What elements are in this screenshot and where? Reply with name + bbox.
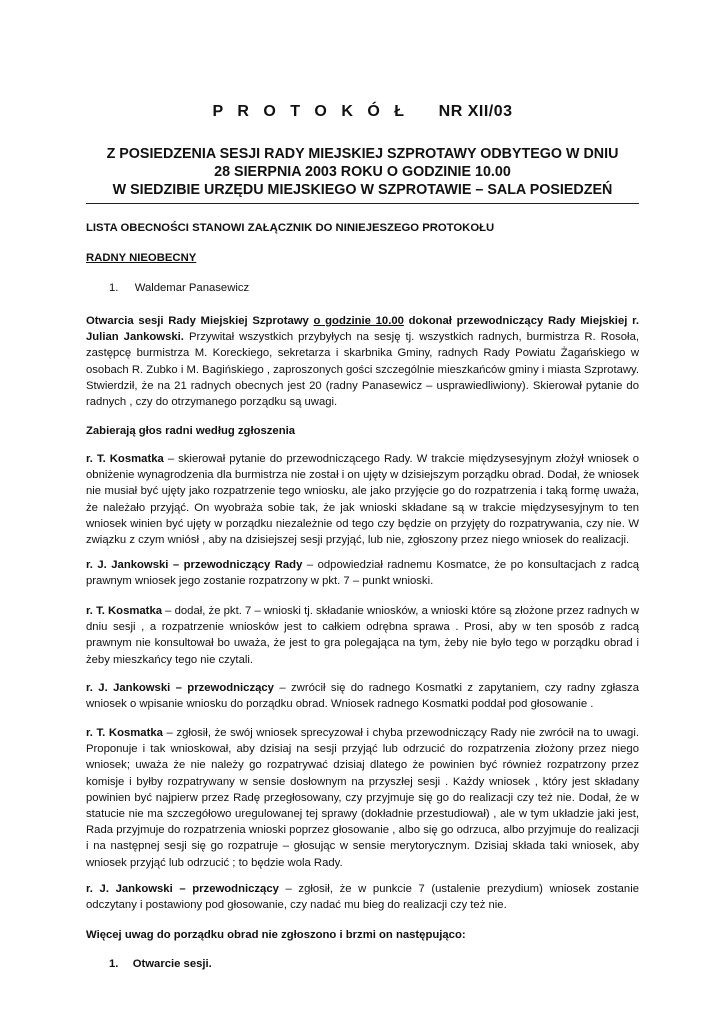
agenda-item-label: Otwarcie sesji. (132, 958, 212, 970)
opening-lead-time: o godzinie 10.00 (313, 315, 404, 327)
document-page (86, 0, 639, 1024)
statement-speaker: r. J. Jankowski – przewodniczący Rady (86, 559, 303, 571)
speakers-heading: Zabierają głos radni według zgłoszenia (86, 425, 296, 437)
statement-text: – zgłosił, że swój wniosek sprecyzował i chyba przewodniczący Rady nie zwrócił na to uwagi. Proponuje i tak wnioskował, aby dzisiaj na sesji przyjąć lub odrzucić do rozpatrzenia złożony przez niego wniosek; uważa że nie należy go rozpatrywać dzisiaj dlatego że powinien być również rozpatrzony przez komisje i byłby rozpatrywany w sensie dosłownym na przyszłej sesji . Każdy wniosek , który jest składany powinien być najpierw przez Radę przegłosowany, czy przyjmuje się go do realizacji czy też nie. Dodał, że w statucie nie ma szczegółowo uregulowanej tej sprawy (dokładnie przestudiował) , ale w tym układzie jaki jest, Rada przyjmuje do rozpatrzenia wnioski poprzez głosowanie , albo się go odrzuca, albo przyjmuje do realizacji i na następnej sesji się go rozpatruje – głosując w sensie merytorycznym. Dzisiaj składa taki wniosek, aby wniosek przyjąć lub odrzucić ; to będzie wola Rady. (86, 727, 639, 869)
absent-item-number: 1. (109, 282, 119, 294)
statement-paragraph (86, 451, 639, 548)
opening-paragraph (86, 313, 639, 410)
header-divider (86, 203, 639, 204)
protocol-title (86, 103, 639, 121)
statement-text: – zwrócił się do radnego Kosmatki z zapytaniem, czy radny zgłasza wniosek o wpisanie wniosku do porządku obrad. Wniosek radnego Kosmatki poddał pod głosowanie . (86, 682, 639, 711)
agenda-item (109, 958, 212, 970)
subtitle-line-2: 28 SIERPNIA 2003 ROKU O GODZINIE 10.00 (214, 164, 511, 180)
title-number: NR XII/03 (438, 103, 513, 120)
closing-heading: Więcej uwag do porządku obrad nie zgłoszono i brzmi on następująco: (86, 929, 466, 941)
attendance-note: LISTA OBECNOŚCI STANOWI ZAŁĄCZNIK DO NINIEJESZEGO PROTOKOŁU (86, 222, 495, 234)
statement-text: – dodał, że pkt. 7 – wnioski tj. składanie wniosków, a wnioski które są złożone przez radnych w dniu sesji , a rozpatrzenie wniosków jest to całkiem odrębna sprawa . Prosi, aby w ten sposób z radcą prawnym nie konsultował bo uważa, że jest to gra polegająca na tym, żeby nie było tego w porządku obrad i żeby mieszkańcy tego nie czytali. (86, 605, 639, 666)
statement-text: – odpowiedział radnemu Kosmatce, że po konsultacjach z radcą prawnym wniosek jego zostanie rozpatrzony w pkt. 7 – punkt wnioski. (86, 559, 640, 588)
statement-speaker: r. J. Jankowski – przewodniczący (86, 682, 274, 694)
title-prefix: P R O T O K Ó Ł (212, 103, 409, 120)
statement-paragraph (86, 881, 639, 913)
absent-item-name: Waldemar Panasewicz (134, 282, 250, 294)
statement-paragraph (86, 725, 639, 871)
statement-speaker: r. J. Jankowski – przewodniczący (86, 883, 279, 895)
statement-paragraph (86, 680, 639, 712)
subtitle-line-3: W SIEDZIBIE URZĘDU MIEJSKIEGO W SZPROTAWIE – SALA POSIEDZEŃ (112, 182, 613, 198)
statement-text: – skierował pytanie do przewodniczącego Rady. W trakcie międzysesyjnym złożył wniosek o obniżenie wynagrodzenia dla burmistrza nie został i on ujęty w dzisiejszym porządku obrad. Dodał, że wniosek nie musiał być ujęty jako rozpatrzenie tego wniosku, ale jako przyjęcie go do rozpatrzenia i taką formę uważa, że należało przyjąć. On wyobraża sobie tak, że jak wnioski składane są w trakcie międzysesyjnym to ten wniosek winien być ujęty w porządku niezależnie od tego czy będzie on przyjęty do rozpatrywania, czy nie. W związku z czym wniósł , aby na dzisiejszej sesji przyjąć, lub nie, zgłoszony przez niego wniosek do realizacji. (86, 453, 639, 547)
statement-speaker: r. T. Kosmatka (86, 605, 163, 617)
statement-speaker: r. T. Kosmatka (86, 727, 163, 739)
protocol-subtitle (86, 145, 639, 199)
opening-lead-1: Otwarcia sesji Rady Miejskiej Szprotawy (86, 315, 314, 327)
absent-heading: RADNY NIEOBECNY (86, 252, 197, 264)
statement-paragraph (86, 603, 639, 668)
opening-lead-2: dokonał przewodniczący Rady Miejskiej r. Julian Jankowski. (86, 315, 639, 344)
agenda-item-number: 1. (109, 958, 119, 970)
statement-paragraph (86, 557, 639, 589)
statement-text: – zgłosił, że w punkcie 7 (ustalenie prezydium) wniosek zostanie odczytany i postawiony pod głosowanie, czy nadać mu bieg do realizacji czy też nie. (86, 883, 639, 912)
statement-speaker: r. T. Kosmatka (86, 453, 164, 465)
absent-list-item (109, 282, 249, 294)
opening-text: Przywitał wszystkich przybyłych na sesję tj. wszystkich radnych, burmistrza R. Rosoła, zastępcę burmistrza M. Koreckiego, sekretarza i skarbnika Gminy, radnych Rady Powiatu Żagańskiego w osobach R. Zubko i M. Bagińskiego , zaproszonych gości szczególnie mieszkańców gminy i miasta Szprotawy. Stwierdził, że na 21 radnych obecnych jest 20 (radny Panasewicz – usprawiedliwiony). Skierował pytanie do radnych , czy do otrzymanego porządku są uwagi. (86, 331, 639, 409)
subtitle-line-1: Z POSIEDZENIA SESJI RADY MIEJSKIEJ SZPROTAWY ODBYTEGO W DNIU (106, 146, 619, 162)
